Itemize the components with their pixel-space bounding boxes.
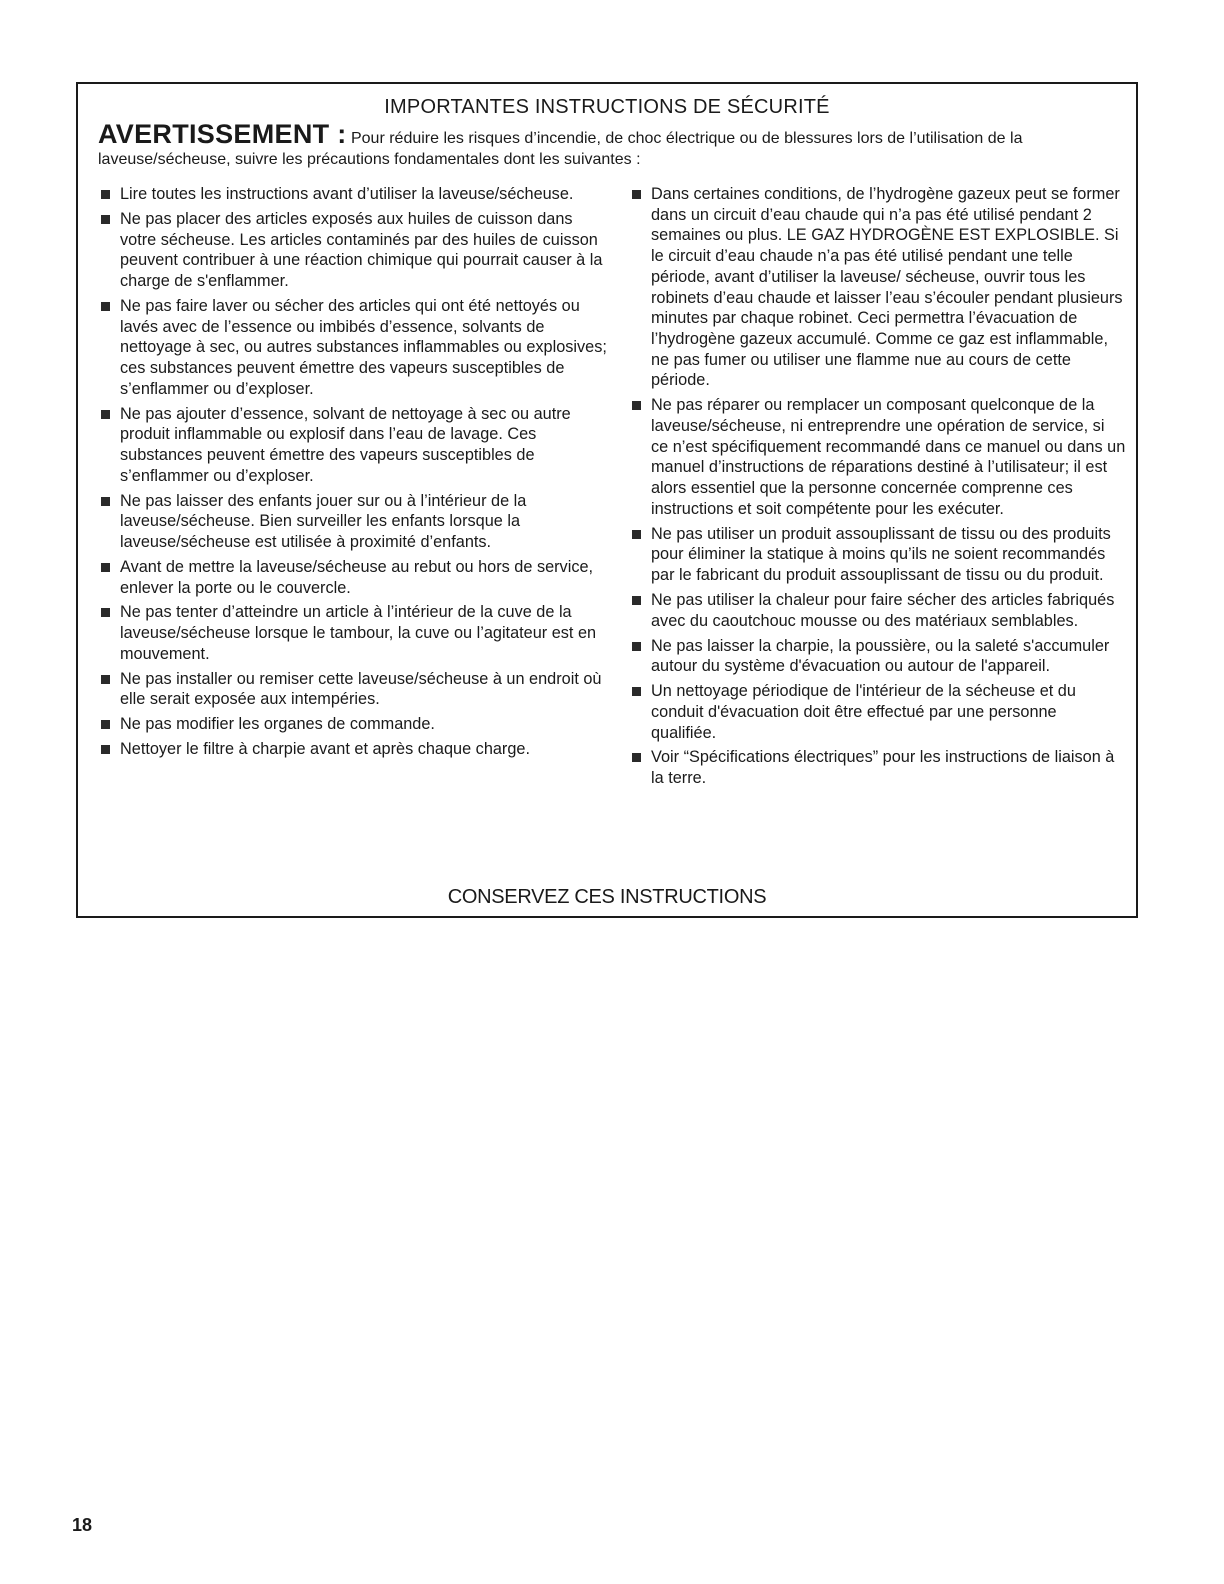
square-bullet-icon [632, 530, 641, 539]
warning-label: AVERTISSEMENT : [98, 119, 347, 149]
square-bullet-icon [632, 401, 641, 410]
square-bullet-icon [101, 497, 110, 506]
list-item: Ne pas laisser des enfants jouer sur ou à l’intérieur de la laveuse/sécheuse. Bien surveiller les enfants lorsque la laveuse/sécheuse est utilisée à proximité d’enfants. [98, 491, 610, 553]
square-bullet-icon [101, 745, 110, 754]
square-bullet-icon [101, 608, 110, 617]
list-item: Voir “Spécifications électriques” pour les instructions de liaison à la terre. [629, 747, 1126, 788]
right-column [629, 184, 1126, 793]
list-item: Ne pas laisser la charpie, la poussière, ou la saleté s'accumuler autour du système d'évacuation ou autour de l'appareil. [629, 636, 1126, 677]
square-bullet-icon [101, 215, 110, 224]
square-bullet-icon [101, 720, 110, 729]
list-item: Ne pas tenter d’atteindre un article à l’intérieur de la cuve de la laveuse/sécheuse lorsque le tambour, la cuve ou l’agitateur est en mouvement. [98, 602, 610, 664]
list-item: Avant de mettre la laveuse/sécheuse au rebut ou hors de service, enlever la porte ou le couvercle. [98, 557, 610, 598]
square-bullet-icon [632, 642, 641, 651]
square-bullet-icon [101, 302, 110, 311]
left-column [98, 184, 610, 764]
page-number: 18 [72, 1515, 93, 1535]
list-item: Dans certaines conditions, de l’hydrogène gazeux peut se former dans un circuit d’eau chaude qui n’a pas été utilisé pendant 2 semaines ou plus. LE GAZ HYDROGÈNE EST EXPLOSIBLE. Si le circuit d’eau chaude n’a pas été utilisé pendant une telle période, avant d’utiliser la laveuse/ sécheuse, ouvrir tous les robinets d’eau chaude et laisser l’eau s’écouler pendant plusieurs minutes par chaque robinet. Ceci permettra l’évacuation de l’hydrogène gazeux accumulé. Comme ce gaz est inflammable, ne pas fumer ou utiliser une flamme nue au cours de cette période. [629, 184, 1126, 391]
list-item: Un nettoyage périodique de l'intérieur de la sécheuse et du conduit d'évacuation doit être effectué par une personne qualifiée. [629, 681, 1126, 743]
square-bullet-icon [101, 675, 110, 684]
list-item: Ne pas modifier les organes de commande. [98, 714, 610, 735]
square-bullet-icon [101, 563, 110, 572]
safety-instructions-box [76, 82, 1138, 918]
list-item: Nettoyer le filtre à charpie avant et après chaque charge. [98, 739, 610, 760]
square-bullet-icon [101, 410, 110, 419]
section-title: IMPORTANTES INSTRUCTIONS DE SÉCURITÉ [384, 96, 830, 118]
list-item: Ne pas faire laver ou sécher des articles qui ont été nettoyés ou lavés avec de l’essence ou imbibés d’essence, solvants de nettoyage à sec, ou autres substances inflammables ou explosives; ces substances peuvent émettre des vapeurs susceptibles de s’enflammer ou d’exploser. [98, 296, 610, 400]
list-item: Ne pas réparer ou remplacer un composant quelconque de la laveuse/sécheuse, ni entreprendre une opération de service, si ce n’est spécifiquement recommandé dans ce manuel ou dans un manuel d’instructions de réparations destiné à l’utilisateur; il est alors essentiel que la personne concernée comprenne ces instructions et soit compétente pour les exécuter. [629, 395, 1126, 519]
list-item: Ne pas ajouter d’essence, solvant de nettoyage à sec ou autre produit inflammable ou explosif dans l’eau de lavage. Ces substances peuvent émettre des vapeurs susceptibles de s’enflammer ou d’exploser. [98, 404, 610, 487]
warning-paragraph [98, 119, 1114, 170]
right-instruction-list [629, 184, 1126, 789]
warning-text: Pour réduire les risques d’incendie, de choc électrique ou de blessures lors de l’utilisation de la laveuse/sécheuse, suivre les précautions fondamentales dont les suivantes : [98, 130, 1023, 168]
list-item: Lire toutes les instructions avant d’utiliser la laveuse/sécheuse. [98, 184, 610, 205]
square-bullet-icon [632, 596, 641, 605]
list-item: Ne pas installer ou remiser cette laveuse/sécheuse à un endroit où elle serait exposée aux intempéries. [98, 669, 610, 710]
list-item: Ne pas utiliser la chaleur pour faire sécher des articles fabriqués avec du caoutchouc mousse ou des matériaux semblables. [629, 590, 1126, 631]
square-bullet-icon [632, 753, 641, 762]
square-bullet-icon [632, 190, 641, 199]
list-item: Ne pas utiliser un produit assouplissant de tissu ou des produits pour éliminer la statique à moins qu’ils ne soient recommandés par le fabricant du produit assouplissant de tissu ou du produit. [629, 524, 1126, 586]
footer-conserve-instructions: CONSERVEZ CES INSTRUCTIONS [447, 886, 767, 908]
square-bullet-icon [101, 190, 110, 199]
left-instruction-list [98, 184, 610, 760]
list-item: Ne pas placer des articles exposés aux huiles de cuisson dans votre sécheuse. Les articles contaminés par des huiles de cuisson peuvent contribuer à une réaction chimique qui pourrait causer à la charge de s'enflammer. [98, 209, 610, 292]
square-bullet-icon [632, 687, 641, 696]
